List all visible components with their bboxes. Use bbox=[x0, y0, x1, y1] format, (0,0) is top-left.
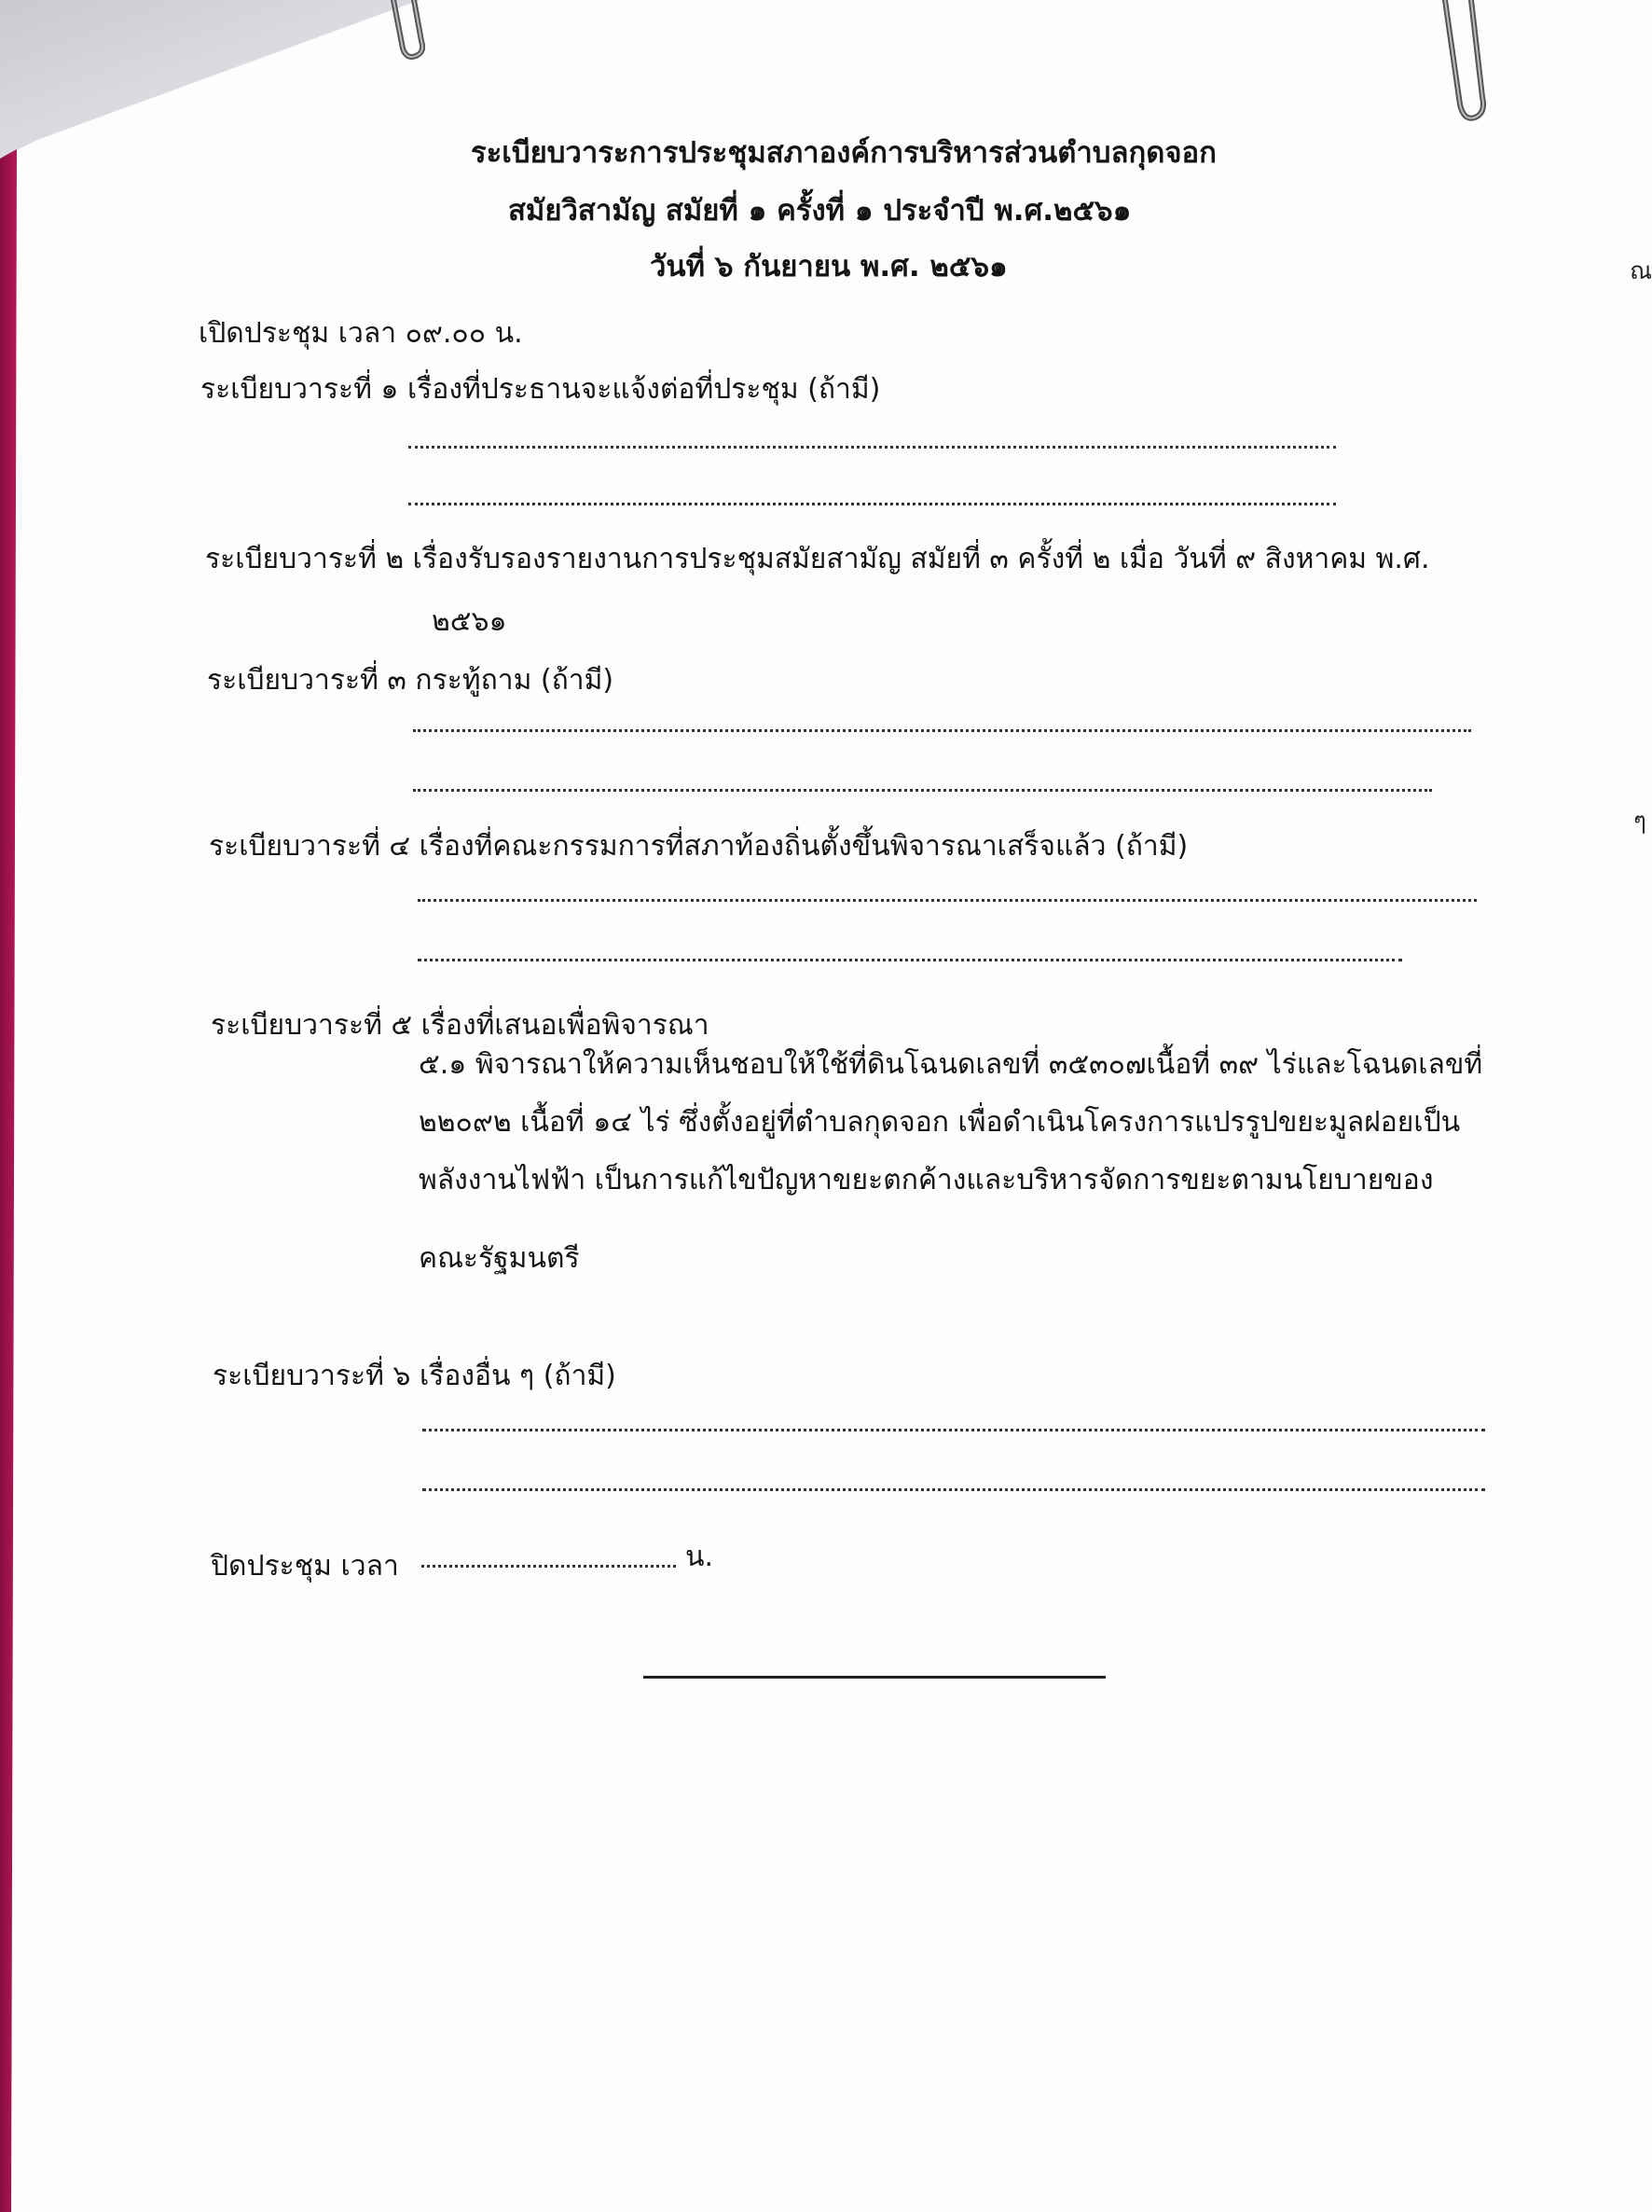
agenda-item-4: ระเบียบวาระที่ ๔ เรื่องที่คณะกรรมการที่สภาท้องถิ่นตั้งขึ้นพิจารณาเสร็จแล้ว (ถ้ามี) bbox=[209, 830, 1189, 863]
end-rule bbox=[643, 1676, 1106, 1679]
edge-glyph-middle: ๆ bbox=[1633, 808, 1646, 836]
fill-line bbox=[422, 1488, 1485, 1491]
fill-line bbox=[418, 959, 1402, 961]
agenda-item-5-detail-line-3: พลังงานไฟฟ้า เป็นการแก้ไขปัญหาขยะตกค้างและบริหารจัดการขยะตามนโยบายของ bbox=[419, 1164, 1434, 1196]
agenda-item-5-detail-line-4: คณะรัฐมนตรี bbox=[419, 1242, 580, 1275]
document-title-line-1: ระเบียบวาระการประชุมสภาองค์การบริหารส่วนตำบลกุดจอก bbox=[471, 136, 1217, 170]
agenda-item-5-detail-line-2: ๒๒๐๙๒ เนื้อที่ ๑๔ ไร่ ซึ่งตั้งอยู่ที่ตำบลกุดจอก เพื่อดำเนินโครงการแปรรูปขยะมูลฝอยเป็น bbox=[419, 1106, 1461, 1139]
paper-clip-icon bbox=[382, 0, 457, 65]
agenda-item-2-line-1: ระเบียบวาระที่ ๒ เรื่องรับรองรายงานการประชุมสมัยสามัญ สมัยที่ ๓ ครั้งที่ ๒ เมื่อ วันที่ ๙ สิงหาคม พ.ศ. bbox=[205, 543, 1430, 575]
document-title-line-3: วันที่ ๖ กันยายน พ.ศ. ๒๕๖๑ bbox=[650, 250, 1008, 283]
fill-line bbox=[422, 1429, 1485, 1431]
edge-glyph-top: ณ bbox=[1630, 257, 1652, 285]
fill-line bbox=[408, 503, 1336, 505]
opening-time: เปิดประชุม เวลา ๐๙.๐๐ น. bbox=[199, 317, 523, 350]
fill-line bbox=[413, 729, 1471, 732]
closing-label: ปิดประชุม เวลา bbox=[211, 1550, 399, 1583]
closing-time-fill-line bbox=[421, 1565, 676, 1568]
fill-line bbox=[408, 446, 1336, 449]
agenda-item-2-line-2: ๒๕๖๑ bbox=[432, 605, 507, 638]
fill-line bbox=[418, 899, 1477, 902]
agenda-item-1: ระเบียบวาระที่ ๑ เรื่องที่ประธานจะแจ้งต่อที่ประชุม (ถ้ามี) bbox=[200, 373, 881, 406]
fill-line bbox=[413, 789, 1432, 792]
agenda-item-6: ระเบียบวาระที่ ๖ เรื่องอื่น ๆ (ถ้ามี) bbox=[213, 1360, 616, 1392]
agenda-item-5-detail-line-1: ๕.๑ พิจารณาให้ความเห็นชอบให้ใช้ที่ดินโฉนดเลขที่ ๓๕๓๐๗เนื้อที่ ๓๙ ไร่และโฉนดเลขที่ bbox=[419, 1048, 1483, 1081]
agenda-item-3: ระเบียบวาระที่ ๓ กระทู้ถาม (ถ้ามี) bbox=[207, 664, 614, 697]
closing-unit: น. bbox=[685, 1541, 714, 1573]
agenda-item-5: ระเบียบวาระที่ ๕ เรื่องที่เสนอเพื่อพิจารณา bbox=[211, 1009, 709, 1042]
paper-clip-icon bbox=[1426, 0, 1501, 131]
document-title-line-2: สมัยวิสามัญ สมัยที่ ๑ ครั้งที่ ๑ ประจำปี พ.ศ.๒๕๖๑ bbox=[508, 194, 1132, 228]
